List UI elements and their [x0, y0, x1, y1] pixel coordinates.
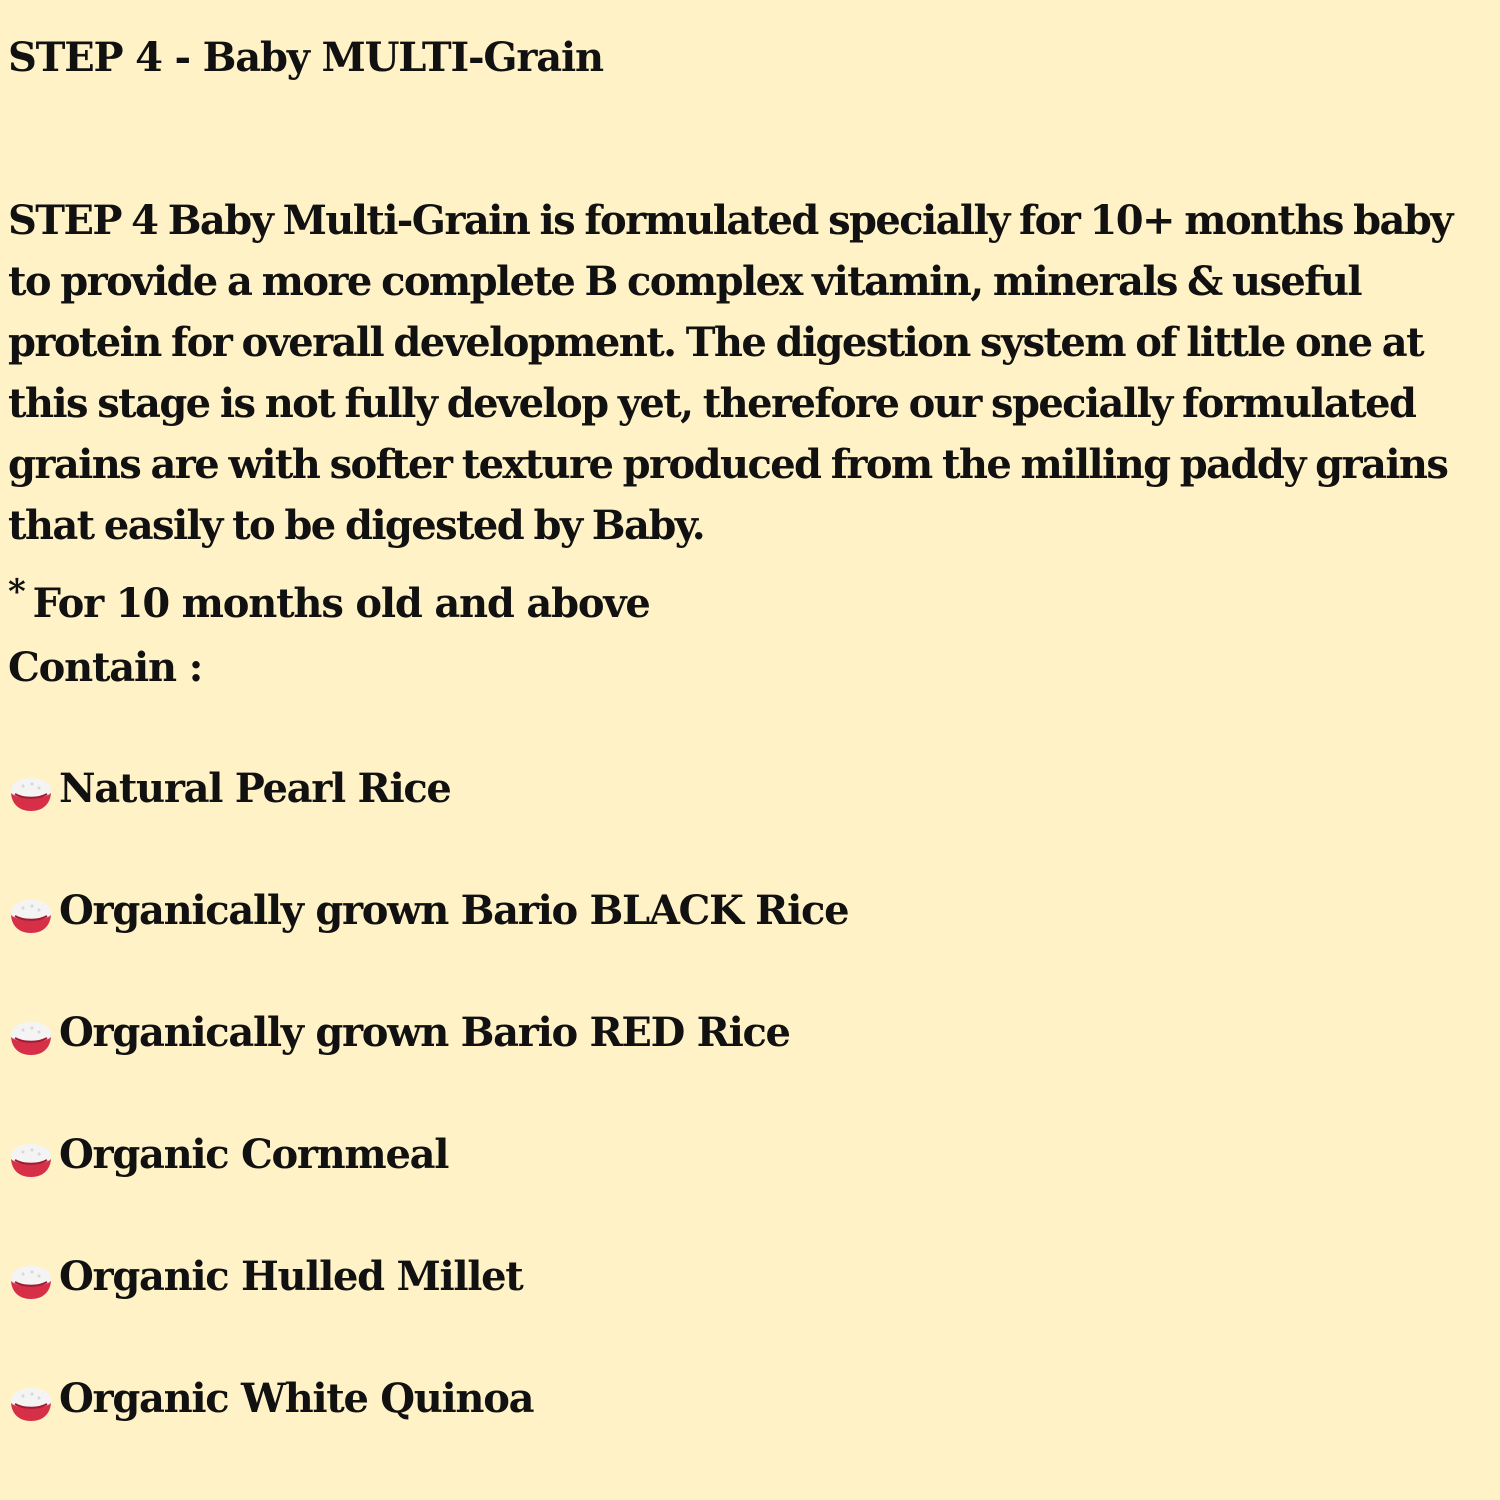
- rice-bowl-icon: [8, 770, 54, 816]
- ingredient-item: [8, 1368, 848, 1490]
- rice-bowl-icon: [8, 1380, 54, 1426]
- age-note-text: For 10 months old and above: [32, 580, 650, 627]
- ingredient-label: Organic White Quinoa: [59, 1375, 534, 1422]
- rice-bowl-icon: [8, 892, 54, 938]
- product-description-page: [8, 0, 1492, 1500]
- ingredient-list: [8, 758, 848, 1490]
- ingredient-label: Organic Hulled Millet: [59, 1253, 523, 1300]
- ingredient-item: [8, 880, 848, 1002]
- ingredient-label: Organically grown Bario RED Rice: [59, 1009, 790, 1056]
- ingredient-label: Organic Cornmeal: [59, 1131, 449, 1178]
- contain-label: Contain :: [8, 644, 203, 691]
- rice-bowl-icon: [8, 1258, 54, 1304]
- rice-bowl-icon: [8, 1136, 54, 1182]
- ingredient-item: [8, 1002, 848, 1124]
- ingredient-label: Natural Pearl Rice: [59, 765, 451, 812]
- age-recommendation: [8, 573, 650, 637]
- ingredient-label: Organically grown Bario BLACK Rice: [59, 887, 849, 934]
- ingredient-item: [8, 758, 848, 880]
- age-note-marker: *: [8, 572, 25, 612]
- product-title: STEP 4 - Baby MULTI-Grain: [8, 34, 603, 81]
- product-description: STEP 4 Baby Multi-Grain is formulated specially for 10+ months baby to provide a more complete B complex vitamin, minerals & useful protein for overall development. The digestion system of little one at this stage is not fully develop yet, therefore our specially formulated grains are with softer texture produced from the milling paddy grains that easily to be digested by Baby.: [8, 197, 1452, 549]
- rice-bowl-icon: [8, 1014, 54, 1060]
- ingredient-item: [8, 1246, 848, 1368]
- ingredient-item: [8, 1124, 848, 1246]
